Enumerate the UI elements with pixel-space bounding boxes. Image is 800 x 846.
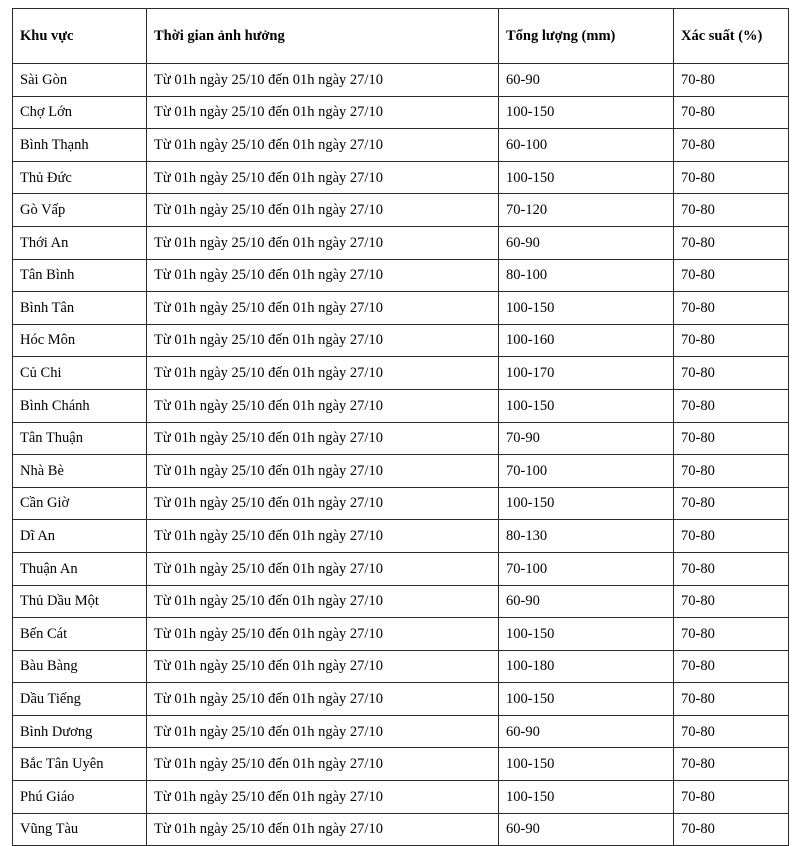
cell-total: 60-90: [499, 813, 674, 846]
cell-area: Chợ Lớn: [13, 96, 147, 129]
cell-prob: 70-80: [674, 683, 789, 716]
column-header-prob: Xác suất (%): [674, 9, 789, 64]
cell-total: 60-100: [499, 129, 674, 162]
table-row: [13, 650, 789, 683]
cell-total: 100-150: [499, 96, 674, 129]
cell-time: Từ 01h ngày 25/10 đến 01h ngày 27/10: [147, 650, 499, 683]
cell-total: 60-90: [499, 226, 674, 259]
cell-total: 100-150: [499, 161, 674, 194]
table-row: [13, 585, 789, 618]
cell-prob: 70-80: [674, 748, 789, 781]
cell-time: Từ 01h ngày 25/10 đến 01h ngày 27/10: [147, 520, 499, 553]
cell-prob: 70-80: [674, 520, 789, 553]
cell-total: 100-150: [499, 748, 674, 781]
cell-area: Sài Gòn: [13, 64, 147, 97]
cell-total: 70-90: [499, 422, 674, 455]
cell-total: 70-100: [499, 455, 674, 488]
column-header-area: Khu vực: [13, 9, 147, 64]
cell-area: Bến Cát: [13, 618, 147, 651]
cell-time: Từ 01h ngày 25/10 đến 01h ngày 27/10: [147, 357, 499, 390]
cell-prob: 70-80: [674, 226, 789, 259]
cell-time: Từ 01h ngày 25/10 đến 01h ngày 27/10: [147, 715, 499, 748]
cell-total: 100-150: [499, 683, 674, 716]
cell-area: Thuận An: [13, 552, 147, 585]
cell-area: Tân Thuận: [13, 422, 147, 455]
cell-area: Thủ Dầu Một: [13, 585, 147, 618]
cell-total: 60-90: [499, 64, 674, 97]
table-row: [13, 259, 789, 292]
table-row: [13, 357, 789, 390]
cell-area: Thới An: [13, 226, 147, 259]
cell-prob: 70-80: [674, 552, 789, 585]
cell-total: 80-130: [499, 520, 674, 553]
cell-prob: 70-80: [674, 129, 789, 162]
table-body: [13, 64, 789, 846]
cell-prob: 70-80: [674, 357, 789, 390]
cell-time: Từ 01h ngày 25/10 đến 01h ngày 27/10: [147, 813, 499, 846]
cell-time: Từ 01h ngày 25/10 đến 01h ngày 27/10: [147, 585, 499, 618]
cell-area: Bình Tân: [13, 292, 147, 325]
table-row: [13, 194, 789, 227]
cell-area: Phú Giáo: [13, 781, 147, 814]
cell-area: Dĩ An: [13, 520, 147, 553]
cell-prob: 70-80: [674, 715, 789, 748]
cell-time: Từ 01h ngày 25/10 đến 01h ngày 27/10: [147, 64, 499, 97]
cell-prob: 70-80: [674, 389, 789, 422]
cell-time: Từ 01h ngày 25/10 đến 01h ngày 27/10: [147, 226, 499, 259]
cell-total: 100-150: [499, 389, 674, 422]
table-row: [13, 64, 789, 97]
column-header-total: Tổng lượng (mm): [499, 9, 674, 64]
table-row: [13, 552, 789, 585]
table-row: [13, 226, 789, 259]
table-row: [13, 781, 789, 814]
cell-prob: 70-80: [674, 813, 789, 846]
cell-time: Từ 01h ngày 25/10 đến 01h ngày 27/10: [147, 96, 499, 129]
table-row: [13, 389, 789, 422]
cell-time: Từ 01h ngày 25/10 đến 01h ngày 27/10: [147, 552, 499, 585]
cell-time: Từ 01h ngày 25/10 đến 01h ngày 27/10: [147, 129, 499, 162]
cell-total: 100-180: [499, 650, 674, 683]
table-row: [13, 520, 789, 553]
cell-prob: 70-80: [674, 618, 789, 651]
cell-total: 100-160: [499, 324, 674, 357]
table-row: [13, 292, 789, 325]
cell-time: Từ 01h ngày 25/10 đến 01h ngày 27/10: [147, 487, 499, 520]
cell-total: 100-170: [499, 357, 674, 390]
table-row: [13, 455, 789, 488]
cell-area: Bình Thạnh: [13, 129, 147, 162]
cell-time: Từ 01h ngày 25/10 đến 01h ngày 27/10: [147, 194, 499, 227]
cell-area: Gò Vấp: [13, 194, 147, 227]
cell-area: Củ Chi: [13, 357, 147, 390]
cell-total: 70-120: [499, 194, 674, 227]
table-row: [13, 683, 789, 716]
table-row: [13, 813, 789, 846]
cell-prob: 70-80: [674, 585, 789, 618]
cell-area: Dầu Tiếng: [13, 683, 147, 716]
cell-area: Thủ Đức: [13, 161, 147, 194]
cell-time: Từ 01h ngày 25/10 đến 01h ngày 27/10: [147, 389, 499, 422]
cell-total: 100-150: [499, 487, 674, 520]
table-row: [13, 422, 789, 455]
cell-prob: 70-80: [674, 161, 789, 194]
cell-prob: 70-80: [674, 650, 789, 683]
cell-total: 100-150: [499, 292, 674, 325]
cell-total: 100-150: [499, 781, 674, 814]
cell-time: Từ 01h ngày 25/10 đến 01h ngày 27/10: [147, 618, 499, 651]
table-row: [13, 618, 789, 651]
table-header-row: [13, 9, 789, 64]
cell-time: Từ 01h ngày 25/10 đến 01h ngày 27/10: [147, 455, 499, 488]
cell-area: Tân Bình: [13, 259, 147, 292]
cell-prob: 70-80: [674, 64, 789, 97]
table-header: [13, 9, 789, 64]
table-row: [13, 324, 789, 357]
cell-area: Cần Giờ: [13, 487, 147, 520]
rainfall-forecast-table: [12, 8, 789, 846]
cell-time: Từ 01h ngày 25/10 đến 01h ngày 27/10: [147, 748, 499, 781]
table-row: [13, 129, 789, 162]
cell-area: Bình Dương: [13, 715, 147, 748]
table-row: [13, 487, 789, 520]
table-row: [13, 161, 789, 194]
cell-prob: 70-80: [674, 292, 789, 325]
cell-prob: 70-80: [674, 422, 789, 455]
cell-time: Từ 01h ngày 25/10 đến 01h ngày 27/10: [147, 161, 499, 194]
cell-prob: 70-80: [674, 194, 789, 227]
table-row: [13, 748, 789, 781]
cell-area: Bàu Bàng: [13, 650, 147, 683]
cell-prob: 70-80: [674, 96, 789, 129]
cell-area: Vũng Tàu: [13, 813, 147, 846]
cell-area: Bắc Tân Uyên: [13, 748, 147, 781]
cell-total: 80-100: [499, 259, 674, 292]
cell-prob: 70-80: [674, 781, 789, 814]
cell-area: Bình Chánh: [13, 389, 147, 422]
cell-time: Từ 01h ngày 25/10 đến 01h ngày 27/10: [147, 292, 499, 325]
cell-total: 60-90: [499, 585, 674, 618]
cell-area: Nhà Bè: [13, 455, 147, 488]
cell-time: Từ 01h ngày 25/10 đến 01h ngày 27/10: [147, 683, 499, 716]
table-row: [13, 715, 789, 748]
cell-area: Hóc Môn: [13, 324, 147, 357]
cell-prob: 70-80: [674, 259, 789, 292]
cell-time: Từ 01h ngày 25/10 đến 01h ngày 27/10: [147, 259, 499, 292]
column-header-time: Thời gian ảnh hưởng: [147, 9, 499, 64]
cell-time: Từ 01h ngày 25/10 đến 01h ngày 27/10: [147, 422, 499, 455]
cell-total: 70-100: [499, 552, 674, 585]
cell-prob: 70-80: [674, 487, 789, 520]
table-row: [13, 96, 789, 129]
cell-time: Từ 01h ngày 25/10 đến 01h ngày 27/10: [147, 781, 499, 814]
cell-prob: 70-80: [674, 324, 789, 357]
cell-total: 60-90: [499, 715, 674, 748]
cell-prob: 70-80: [674, 455, 789, 488]
cell-total: 100-150: [499, 618, 674, 651]
cell-time: Từ 01h ngày 25/10 đến 01h ngày 27/10: [147, 324, 499, 357]
